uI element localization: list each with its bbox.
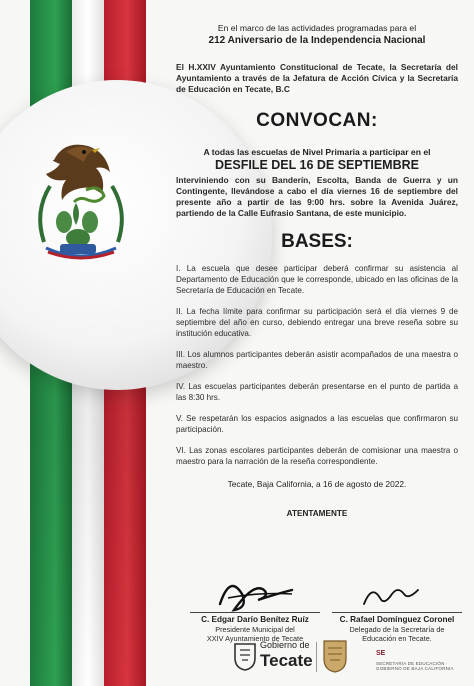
se-logo-label: SE (376, 650, 386, 657)
organizer-paragraph: El H.XXIV Ayuntamiento Constitucional de Tecate, la Secretaría del Ayuntamiento a través de la Jefatura de Acción Cívica y la Secretaría de Educación en Tecate, B.C (176, 62, 458, 95)
signer-name: C. Rafael Domínguez Coronel (339, 615, 455, 624)
baja-california-shield-icon (322, 638, 348, 674)
se-logo-subtitle: SECRETARÍA DE EDUCACIÓN · GOBIERNO DE BAJA CALIFORNIA (376, 661, 454, 671)
signer-role: Delegado de la Secretaría de (349, 625, 445, 634)
signature-line (332, 612, 462, 613)
base-item: IV. Las escuelas participantes deberán presentarse en el punto de partida a las 8:30 hrs. (176, 382, 458, 403)
signer-role: Educación en Tecate. (362, 634, 432, 643)
anniversary-title: 212 Aniversario de la Independencia Nacional (208, 35, 426, 46)
signer-role: XXIV Ayuntamiento de Tecate (206, 634, 304, 643)
tecate-seal-icon (232, 640, 258, 672)
place-date: Tecate, Baja California, a 16 de agosto de 2022. (227, 479, 407, 490)
base-item: V. Se respetarán los espacios asignados a las escuelas que confirmaron su participación. (176, 414, 458, 435)
convocan-heading: CONVOCAN: (256, 109, 378, 131)
intro-line: En el marco de las actividades programadas para el (217, 23, 417, 33)
base-item: I. La escuela que desee participar deberá confirmar su asistencia al Departamento de Educación que le corresponde, ubicado en las oficinas de la Secretaría de Educación en Tecate. (176, 264, 458, 296)
main-content (176, 22, 458, 518)
signature-scribble-right (356, 576, 426, 614)
base-item: II. La fecha límite para confirmar su participación será el día viernes 9 de septiembre del año en curso, debiendo entregar una breve reseña sobre su institución educativa. (176, 307, 458, 339)
mexican-coat-of-arms-icon (26, 130, 136, 270)
event-details: Interviniendo con su Banderín, Escolta, Banda de Guerra y un Contingente, llevándose a cabo el día viernes 16 de septiembre del presente año a partir de las 9:00 hrs. sobre la Avenida Juárez, partiendo de la Calle Eufrasio Santana, de este municipio. (176, 174, 458, 219)
footer-divider (316, 642, 317, 672)
bases-heading: BASES: (281, 231, 353, 253)
signature-line (190, 612, 320, 613)
event-title: DESFILE DEL 16 DE SEPTIEMBRE (215, 157, 419, 172)
signer-role: Presidente Municipal del (215, 625, 295, 634)
signature-scribble-left (214, 568, 298, 616)
gov-label-small: Gobierno de (260, 640, 310, 650)
base-item: VI. Las zonas escolares participantes deberán de comisionar una maestra o maestro para la narración de la reseña correspondiente. (176, 446, 458, 467)
closing-text: ATENTAMENTE (286, 509, 348, 519)
signer-name: C. Edgar Darío Benítez Ruíz (201, 615, 309, 624)
base-item: III. Los alumnos participantes deberán asistir acompañados de una maestra o maestro. (176, 350, 458, 371)
gov-label-big: Tecate (260, 651, 313, 670)
bases-list (176, 263, 458, 467)
footer-logos (176, 636, 466, 680)
invite-line: A todas las escuelas de Nivel Primaria a participar en el (203, 146, 431, 157)
